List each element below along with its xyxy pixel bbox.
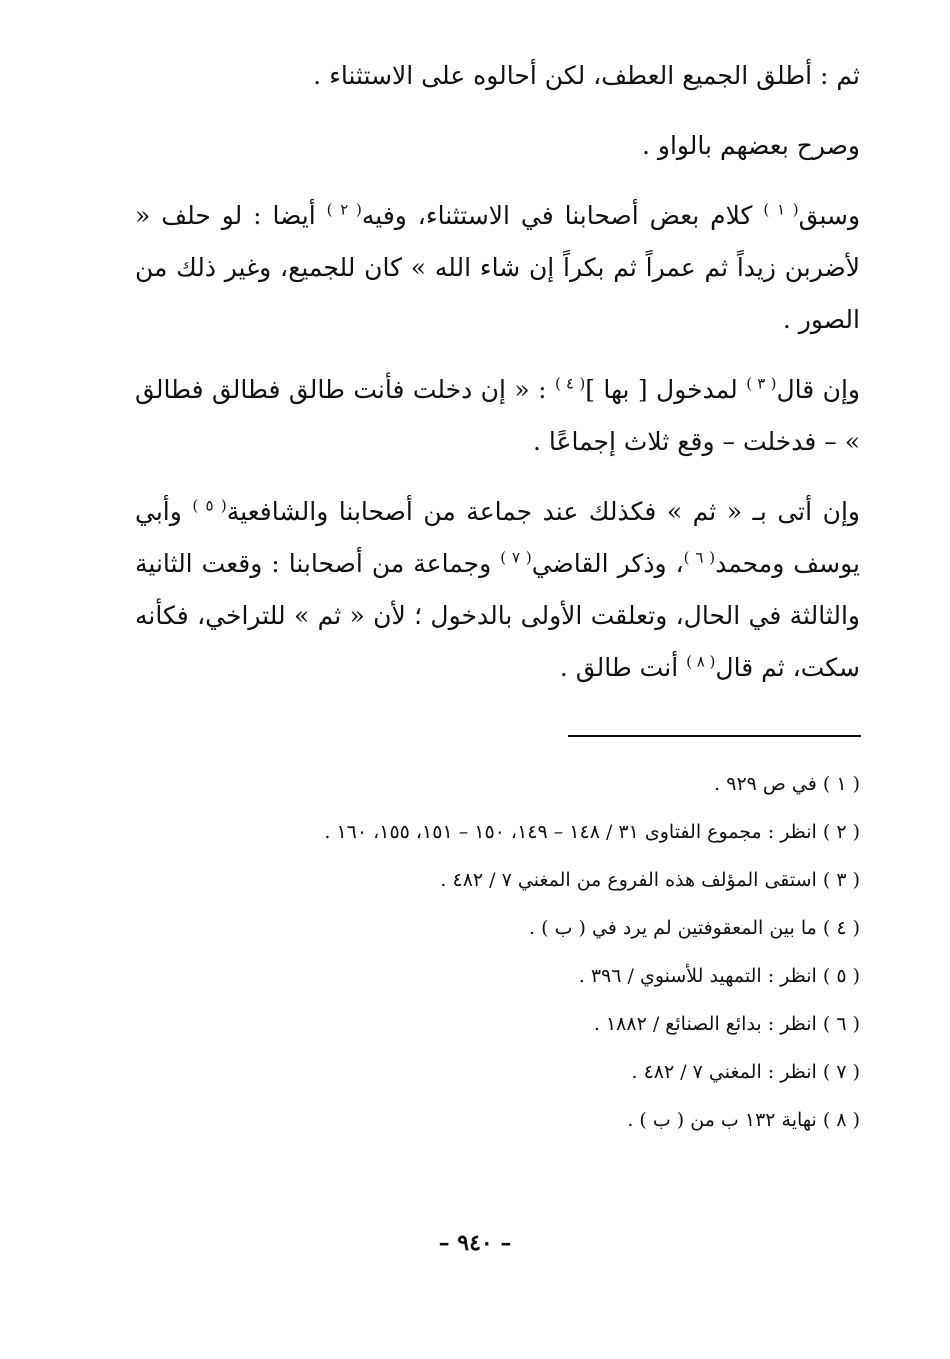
footnote-reference: ( ١ ) [763, 200, 799, 219]
paragraph-text: لمدخول [ بها ] [585, 375, 747, 404]
paragraph-text: : « إن دخلت فأنت طالق فطالق فطالق » – فدخلت – وقع ثلاث إجماعًا . [135, 375, 860, 456]
footnote-reference: ( ٢ ) [326, 200, 362, 219]
footnotes-section [135, 760, 860, 1144]
footnote: ( ٧ ) انظر : المغني ٧ / ٤٨٢ . [631, 1061, 860, 1083]
footnote-reference: ( ٣ ) [746, 374, 777, 393]
footnote: ( ٦ ) انظر : بدائع الصنائع / ١٨٨٢ . [593, 1013, 860, 1035]
paragraph-text: وإن قال [776, 375, 860, 404]
footnote: ( ٤ ) ما بين المعقوفتين لم يرد في ( ب ) . [529, 917, 860, 939]
paragraph [135, 486, 860, 694]
paragraph-text: وصرح بعضهم بالواو . [641, 131, 860, 160]
paragraph-text: وأبي يوسف ومحمد [135, 497, 860, 578]
paragraph-text: أيضا : لو حلف « لأضربن زيداً ثم عمراً ثم بكراً إن شاء الله » كان للجميع، وغير ذلك من الصور . [135, 201, 860, 334]
paragraph-text: أنت طالق . [559, 653, 687, 682]
footnote-reference: ( ٧ ) [500, 548, 532, 567]
footnote: ( ١ ) في ص ٩٢٩ . [714, 773, 860, 795]
paragraph-text: كلام بعض أصحابنا في الاستثناء، وفيه [361, 201, 764, 230]
paragraph-text: وسبق [798, 201, 861, 230]
footnote-reference: ( ٤ ) [554, 374, 586, 393]
main-text [135, 50, 860, 712]
paragraph-text: ، وذكر القاضي [531, 549, 684, 578]
paragraph [135, 190, 860, 346]
footnote-divider [568, 735, 861, 737]
footnote-reference: ( ٨ ) [686, 652, 716, 671]
footnote-reference: ( ٥ ) [192, 496, 227, 515]
footnote-reference: ( ٦ ) [683, 548, 716, 567]
footnote: ( ٣ ) استقى المؤلف هذه الفروع من المغني ٧ / ٤٨٢ . [440, 869, 860, 891]
footnote: ( ٥ ) انظر : التمهيد للأسنوي / ٣٩٦ . [578, 965, 860, 987]
paragraph [135, 50, 860, 102]
paragraph-text: وإن أتى بـ « ثم » فكذلك عند جماعة من أصحابنا والشافعية [226, 497, 860, 526]
paragraph-text: وجماعة من أصحابنا : وقعت الثانية والثالثة في الحال، وتعلقت الأولى بالدخول ؛ لأن « ثم » للتراخي، فكأنه سكت، ثم قال [135, 549, 860, 682]
paragraph-text: ثم : أطلق الجميع العطف، لكن أحالوه على الاستثناء . [313, 61, 860, 90]
footnote: ( ٨ ) نهاية ١٣٢ ب من ( ب ) . [627, 1109, 860, 1131]
paragraph [135, 120, 860, 172]
paragraph [135, 364, 860, 468]
footnote: ( ٢ ) انظر : مجموع الفتاوى ٣١ / ١٤٨ – ١٤٩، ١٥٠ – ١٥١، ١٥٥، ١٦٠ . [324, 821, 860, 843]
page-number: – ٩٤٠ – [438, 1230, 512, 1256]
